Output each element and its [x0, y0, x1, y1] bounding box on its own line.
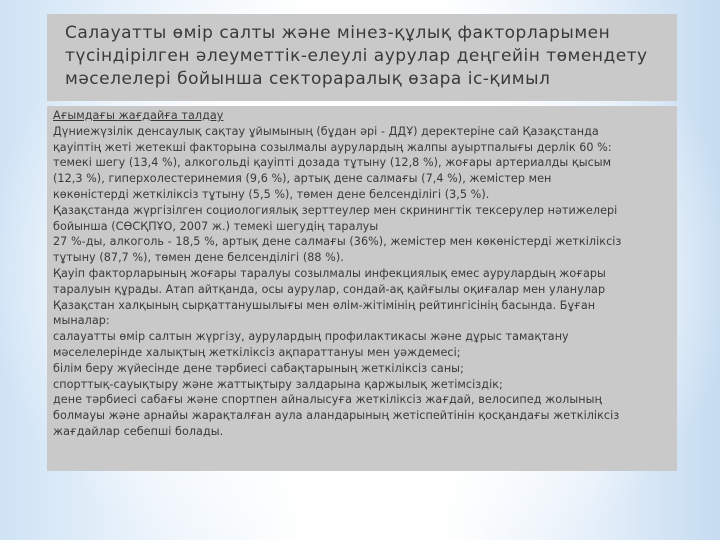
body-line: жағдайлар себепші болады.	[53, 424, 224, 438]
body-line: 27 %-ды, алкоголь - 18,5 %, артық дене салмағы (36%), жемістер мен көкөністерді жеткіліксіз	[53, 235, 622, 249]
title-line: Салауатты өмір салты және мінез-құлық факторларымен	[65, 23, 611, 43]
body-line: Дүниежүзілік денсаулық сақтау ұйымының (бұдан әрі - ДДҰ) деректеріне сай Қазақстанда	[53, 124, 599, 138]
body-line: таралуын құрады. Атап айтқанда, осы аурулар, сондай-ақ қайғылы оқиғалар мен уланулар	[53, 282, 606, 296]
body-line: білім беру жүйесінде дене тәрбиесі сабақтарының жеткіліксіз саны;	[53, 361, 464, 375]
title-line: мәселелері бойынша сектораралық өзара іс-қимыл	[65, 69, 551, 89]
body-line: Қазақстанда жүргізілген социологиялық зерттеулер мен скринингтік тексерулер нәтижелері	[53, 203, 618, 217]
section-subheading: Ағымдағы жағдайға талдау	[53, 109, 224, 122]
body-line: дене тәрбиесі сабағы және спортпен айналысуға жеткіліксіз жағдай, велосипед жолының	[53, 393, 602, 407]
body-line: темекі шегу (13,4 %), алкогольді қауіпті дозада тұтыну (12,8 %), жоғары артериалды қысым	[53, 156, 612, 170]
title-line: түсіндірілген әлеуметтік-елеулі аурулар деңгейін төмендету	[65, 46, 648, 66]
body-line: (12,3 %), гиперхолестеринемия (9,6 %), артық дене салмағы (7,4 %), жемістер мен	[53, 172, 552, 186]
body-line: мыналар:	[53, 314, 110, 328]
title-box	[47, 14, 677, 101]
slide-title	[65, 22, 667, 91]
body-line: болмауы және арнайы жарақталған аула аландарының жетіспейтінін қосқандағы жеткіліксіз	[53, 409, 620, 423]
body-line: қауіптің жеті жетекші факторына созылмалы аурулардың жалпы ауыртпалығы дерлік 60 %:	[53, 140, 612, 154]
body-line: бойынша (СӨСҚПҰО, 2007 ж.) темекі шегудің таралуы	[53, 219, 379, 233]
body-box	[47, 106, 677, 471]
body-line: тұтыну (87,7 %), төмен дене белсенділігі (88 %).	[53, 251, 344, 265]
body-line: көкөністерді жеткіліксіз тұтыну (5,5 %), төмен дене белсенділігі (3,5 %).	[53, 187, 490, 201]
body-line: Қауіп факторларының жоғары таралуы созылмалы инфекциялық емес аурулардың жоғары	[53, 266, 606, 280]
body-line: спорттық-сауықтыру және жаттықтыру залдарына қаржылық жетімсіздік;	[53, 377, 503, 391]
body-line: мәселелерінде халықтың жеткіліксіз ақпараттануы мен уәждемесі;	[53, 345, 461, 359]
body-line: Қазақстан халқының сырқаттанушылығы мен өлім-жітімінің рейтингісінің басында. Бұған	[53, 298, 596, 312]
body-line: салауатты өмір салтын жүргізу, аурулардың профилактикасы және дұрыс тамақтану	[53, 330, 569, 344]
body-text	[53, 108, 671, 440]
